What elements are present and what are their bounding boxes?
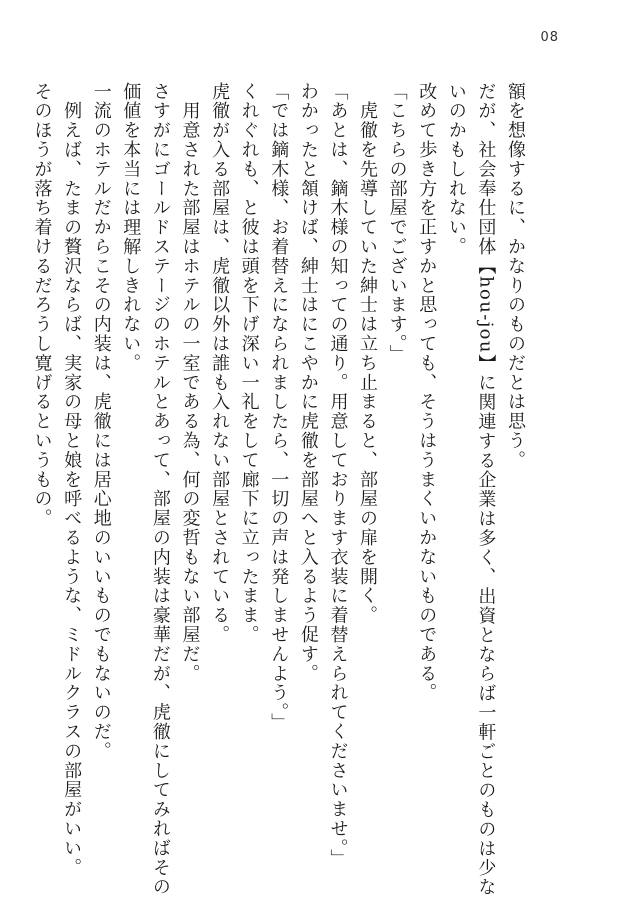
text-line: 例えば、たまの贅沢ならば、実家の母と娘を呼べるような、ミドルクラスの部屋がいい。: [61, 82, 83, 878]
text-line: くれぐれも、と彼は頭を下げ深い一礼をして廊下に立ったまま。: [238, 82, 260, 645]
text-line: 一流のホテルだからこその内装は、虎徹には居心地のいいものでもないのだ。: [90, 82, 112, 761]
text-line: 改めて歩き方を正すかと思っても、そうはうまくいかないものである。: [416, 82, 438, 703]
text-line: いのかもしれない。: [445, 82, 467, 257]
text-line: そのほうが落ち着けるだろうし寛げるというもの。: [31, 82, 53, 529]
text-line: さすがにゴールドステージのホテルとあって、部屋の内装は豪華だが、虎徹にしてみればその: [149, 82, 171, 897]
text-line: 「こちらの部屋でございます。」: [386, 82, 408, 364]
text-line: 「では鏑木様、お着替えになられましたら、一切の声は発しませんよう。」: [268, 82, 290, 733]
text-line: 虎徹が入る部屋は、虎徹以外は誰も入れない部屋とされている。: [209, 82, 231, 645]
page-number: 08: [540, 30, 559, 45]
text-line: 用意された部屋はホテルの一室である為、何の変哲もない部屋だ。: [179, 82, 201, 684]
vertical-text-body: [27, 82, 530, 897]
text-line: だが、社会奉仕団体【hou-jou】に関連する企業は多く、出資とならば一軒ごとのものは少な: [475, 82, 497, 897]
text-line: 虎徹を先導していた紳士は立ち止まると、部屋の扉を開く。: [357, 82, 379, 626]
text-line: わかったと頷けば、紳士はにこやかに虎徹を部屋へと入るよう促す。: [297, 82, 319, 684]
text-line: 額を想像するに、かなりのものだとは思う。: [505, 82, 526, 470]
text-line: 「あとは、鏑木様の知っての通り。用意しております衣装に着替えられてくださいませ。」: [327, 82, 349, 869]
text-line: 価値を本当には理解しきれない。: [120, 82, 142, 373]
